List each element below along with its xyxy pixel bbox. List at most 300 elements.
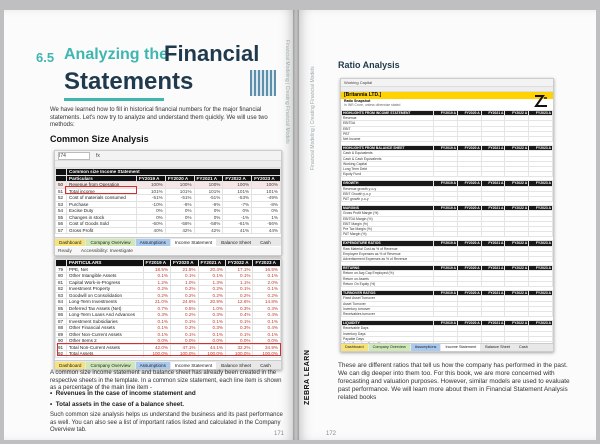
- row-label: Gross Profit: [67, 227, 137, 234]
- cell-value: 0.0%: [143, 338, 170, 345]
- year-header: FY2021 A: [481, 291, 505, 296]
- row-number: 52: [56, 195, 67, 202]
- cell-value: 1.2%: [143, 279, 170, 286]
- row-number: 80: [56, 273, 67, 280]
- cell-value: 0.1%: [226, 273, 253, 280]
- cell-value: 14.8%: [253, 299, 281, 306]
- cell-value: 0.2%: [171, 292, 198, 299]
- cell-value: 0.4%: [253, 325, 281, 332]
- row-number: 92: [56, 351, 67, 358]
- cell-value: 0.2%: [226, 292, 253, 299]
- cell-value: 100%: [165, 182, 194, 189]
- sheet-tab[interactable]: Income Statement: [171, 239, 216, 246]
- group-header-row: [342, 241, 553, 246]
- title-part-1: Analyzing the: [64, 46, 169, 63]
- sheet-tab[interactable]: Balance Sheet: [481, 344, 514, 351]
- cell-value: -51%: [194, 195, 223, 202]
- cell-value: 100%: [252, 182, 281, 189]
- table-row: [56, 286, 281, 293]
- row-number: 54: [56, 208, 67, 215]
- cell-value: 0.1%: [143, 273, 170, 280]
- year-header: FY2022 A: [505, 266, 529, 271]
- title-underline: [64, 98, 164, 101]
- ratio-paragraph: These are different ratios that tell us how the company has performed in the past. We can dig deeper into them too. For this book, we are more concerned with forecasting and valuation purposes. However, similar models are used to evaluate past performance. We will learn more about them in Financial Statement Analysis related books: [338, 362, 570, 401]
- table-row: [56, 292, 281, 299]
- ratio-label: Return on Avg Cap Employed (%): [342, 271, 434, 276]
- page-number-left: 171: [274, 431, 285, 437]
- common-size-income-table: [55, 168, 281, 234]
- table-row: [56, 273, 281, 280]
- ratio-label: Fixed Asset Turnover: [342, 296, 434, 301]
- row-number: 88: [56, 325, 67, 332]
- row-label: Cost of Goods Sold: [67, 221, 137, 228]
- row-number: 89: [56, 331, 67, 338]
- cell-value: 0.3%: [143, 312, 170, 319]
- column-header: FY2020 A: [171, 260, 198, 267]
- cell-value: 34.9%: [253, 344, 281, 351]
- ratio-label: Inventory turnover: [342, 306, 434, 311]
- sheet-tab[interactable]: Balance Sheet: [217, 362, 255, 369]
- ratio-label: PBT: [342, 131, 434, 136]
- cell-value: 0.3%: [198, 325, 225, 332]
- cell-value: 1%: [252, 214, 281, 221]
- ratio-label: Receivables turnover: [342, 311, 434, 316]
- cell-value: 100.0%: [198, 351, 225, 358]
- page-number-right: 172: [326, 431, 337, 437]
- common-size-heading: Common Size Analysis: [50, 134, 149, 144]
- year-header: FY2023 A: [529, 291, 553, 296]
- row-label: Goodwill on Consolidation: [66, 292, 143, 299]
- sheet-tab[interactable]: Cash: [256, 239, 275, 246]
- row-label: Purchase: [67, 201, 137, 208]
- group-title: HIGHLIGHTS FROM INCOME STATEMENT: [342, 111, 434, 116]
- sheet-tab[interactable]: Company Overview: [86, 362, 134, 369]
- ratio-label: EBITDA Margin (%): [342, 216, 434, 221]
- table-row: [56, 305, 281, 312]
- table-row: [56, 299, 281, 306]
- cell-value: 1.3%: [198, 279, 225, 286]
- cell-value: 0%: [194, 214, 223, 221]
- cell-value: -8%: [252, 201, 281, 208]
- row-label: Other Non-Current Assets: [66, 331, 143, 338]
- cell-value: 0.2%: [171, 325, 198, 332]
- table-row: [56, 279, 281, 286]
- cell-value: 0.2%: [143, 286, 170, 293]
- cell-value: 0.1%: [198, 331, 225, 338]
- sheet-title: Common size Income Statement: [67, 169, 281, 176]
- ratio-label: Receivable Days: [342, 326, 434, 331]
- ratio-label: EBITDA: [342, 121, 434, 126]
- name-box: I74: [58, 152, 90, 160]
- sheet-tab[interactable]: Cash: [515, 344, 532, 351]
- cell-value: 0.0%: [226, 338, 253, 345]
- cell-value: 0%: [165, 214, 194, 221]
- cell-value: 0.2%: [171, 312, 198, 319]
- row-number: 81: [56, 279, 67, 286]
- row-number: 82: [56, 286, 67, 293]
- column-header: FY2023 A: [252, 175, 281, 182]
- cell-value: 24.6%: [171, 299, 198, 306]
- cell-value: 0%: [136, 208, 165, 215]
- sheet-tab[interactable]: Balance Sheet: [217, 239, 255, 246]
- row-number: 85: [56, 305, 67, 312]
- title-part-3: Statements: [64, 68, 194, 95]
- cell-value: 101%: [223, 188, 252, 195]
- cell-value: 100%: [194, 182, 223, 189]
- units-note: In INR Crore, unless otherwise stated: [344, 103, 401, 107]
- column-header: FY2020 A: [165, 175, 194, 182]
- year-header: FY2021 A: [481, 146, 505, 151]
- ratio-label: Revenue: [342, 116, 434, 121]
- sheet-tabs: [55, 237, 281, 246]
- ratio-label: Inventory Days: [342, 331, 434, 336]
- year-header: FY2021 A: [481, 321, 505, 326]
- row-label: Total Non-Current Assets: [66, 344, 143, 351]
- row-label: Investment Subsidiaries: [66, 318, 143, 325]
- cell-value: 0.1%: [253, 273, 281, 280]
- side-label-right: Financial Modeling | Creating Financial Models: [310, 66, 316, 170]
- cell-value: -9%: [194, 201, 223, 208]
- row-number: 84: [56, 299, 67, 306]
- cell-value: 0.0%: [253, 338, 281, 345]
- group-title: EXPENDITURE RATIOS: [342, 241, 434, 246]
- cell-value: -56%: [252, 221, 281, 228]
- title-part-2: Financial: [164, 41, 260, 66]
- cell-value: 100.0%: [171, 351, 198, 358]
- year-header: FY2020 A: [458, 321, 482, 326]
- cell-value: 18.5%: [143, 266, 170, 273]
- row-label: PPE, Net: [66, 266, 143, 273]
- column-header: FY2019 A: [136, 175, 165, 182]
- cell-value: 0.3%: [226, 305, 253, 312]
- cell-value: 0.5%: [171, 305, 198, 312]
- year-header: FY2020 A: [458, 206, 482, 211]
- cell-value: 101%: [165, 188, 194, 195]
- column-header: FY2021 A: [194, 175, 223, 182]
- sheet-tab[interactable]: Income Statement: [171, 362, 216, 369]
- cell-value: 0%: [136, 214, 165, 221]
- year-header: FY2023 A: [529, 321, 553, 326]
- cell-value: 0%: [252, 208, 281, 215]
- ratio-label: Working Capital: [342, 161, 434, 166]
- year-header: FY2021 A: [481, 111, 505, 116]
- cell-value: -58%: [165, 221, 194, 228]
- cell-value: 40%: [136, 227, 165, 234]
- cell-value: 101%: [194, 188, 223, 195]
- row-number: 53: [56, 201, 67, 208]
- cell-value: 0.1%: [143, 331, 170, 338]
- summary-paragraph: Such common size analysis helps us understand the business and its past performance as well. You can also see a list of important ratios listed and calculated in the Company Overview tab.: [50, 412, 283, 433]
- cell-value: 0.1%: [226, 318, 253, 325]
- sheet-tab[interactable]: Income Statement: [441, 344, 480, 351]
- year-header: FY2022 A: [505, 241, 529, 246]
- row-label: Investment Property: [66, 286, 143, 293]
- cell-value: 21.5%: [171, 266, 198, 273]
- row-label: Other Intangible Assets: [66, 273, 143, 280]
- year-header: FY2022 A: [505, 206, 529, 211]
- ratio-label: EBIT Margin (%): [342, 221, 434, 226]
- year-header: FY2020 A: [458, 241, 482, 246]
- year-header: FY2019 A: [434, 111, 458, 116]
- group-header-row: [342, 291, 553, 296]
- cell-value: 0%: [165, 208, 194, 215]
- year-header: FY2022 A: [505, 291, 529, 296]
- sheet-tabs-right: [341, 343, 553, 351]
- row-label: Capital Work-in-Progress: [66, 279, 143, 286]
- row-label: Deferred Tax Assets (Net): [66, 305, 143, 312]
- year-header: FY2021 A: [481, 241, 505, 246]
- cell-value: 17.1%: [226, 266, 253, 273]
- table-row: [56, 325, 281, 332]
- column-header: PARTICULARS: [66, 260, 143, 267]
- cell-value: 100.0%: [253, 351, 281, 358]
- ratio-label: Net Income: [342, 137, 434, 142]
- table-row: [56, 227, 281, 234]
- intro-paragraph: We have learned how to fill in historical financial numbers for the major financial statements. Let's now try to analyze and understand them quickly. We will use two methods:: [50, 107, 268, 128]
- cell-value: 44.1%: [198, 344, 225, 351]
- cell-value: -10%: [136, 201, 165, 208]
- group-title: LIQUIDITY: [342, 321, 434, 326]
- sheet-tabs-2: [55, 360, 281, 369]
- year-header: FY2022 A: [505, 146, 529, 151]
- row-number: 55: [56, 214, 67, 221]
- cell-value: -53%: [223, 195, 252, 202]
- ratio-table: [341, 107, 553, 352]
- cell-value: 100%: [136, 182, 165, 189]
- column-header: FY2022 A: [223, 175, 252, 182]
- cell-value: 44%: [252, 227, 281, 234]
- cell-value: 0%: [223, 208, 252, 215]
- ratio-snapshot-screenshot: [340, 78, 554, 352]
- section-number: 6.5: [36, 50, 55, 65]
- ratio-label: PAT Margin (%): [342, 232, 434, 237]
- sheet-tab[interactable]: Dashboard: [55, 239, 85, 246]
- cell-value: 0.1%: [198, 318, 225, 325]
- balance-sheet-screenshot: [54, 258, 282, 370]
- cell-value: 0.1%: [143, 325, 170, 332]
- sheet-tab[interactable]: Cash: [256, 362, 275, 369]
- cell-value: 0.0%: [198, 338, 225, 345]
- income-statement-screenshot: I74 fx Common size Income Statement Particulars FY2019 A FY2020 A FY2021 A FY2022 A FY2023 A 50 Revenue from Operation 100% 100% 100% 100% 100% 51 Total income 101% 101% 101% 101% 101% 52 Cost of materials consumed -51% -51% -51% -53% -49% 53 Purchase -10% -8% -9% -7% -8% 54 Excise Duty 0% 0% 0% 0% 0% 55 Changes in stock 0% 0% 0% -1% 1% 56 Cost of Goods Sold -60% -58% -58% -61% -56% 57 Gross Profit 40% 42% 42% 41% 44% Dashboard Company Overview Assumptions Income Statement Balance Sheet Cash Ready Accessibility: Investigate: [54, 150, 282, 256]
- cell-value: 0.1%: [253, 318, 281, 325]
- ratio-label: Long Term Debt: [342, 167, 434, 172]
- cell-value: -58%: [194, 221, 223, 228]
- ratio-label: Cash & Equivalents: [342, 151, 434, 156]
- cell-value: 41%: [223, 227, 252, 234]
- group-title: RETURNS: [342, 266, 434, 271]
- year-header: FY2023 A: [529, 111, 553, 116]
- ratio-label: Equity Fund: [342, 172, 434, 177]
- cell-value: 0.3%: [253, 305, 281, 312]
- window-title: Working Capital: [344, 80, 373, 85]
- group-title: GROWTH: [342, 181, 434, 186]
- sheet-tab[interactable]: Assumptions: [411, 344, 441, 351]
- year-header: FY2020 A: [458, 181, 482, 186]
- bullet-revenue: • Revenues in the case of income statement and: [50, 390, 196, 397]
- cell-value: 0.3%: [198, 312, 225, 319]
- year-header: FY2019 A: [434, 146, 458, 151]
- common-size-paragraph: A common size income statement and balance sheet has already been created in the respective sheets in the template. In a common size statement, each line item is shown as a percentage of the main line item -: [50, 370, 282, 391]
- cell-value: 0.2%: [171, 286, 198, 293]
- ratio-label: EBIT: [342, 126, 434, 131]
- row-label: Changes in stock: [67, 214, 137, 221]
- cell-value: 0.2%: [143, 292, 170, 299]
- row-number: 87: [56, 318, 67, 325]
- row-label: Long-Term Loans And Advances: [66, 312, 143, 319]
- year-header: FY2020 A: [458, 291, 482, 296]
- ratio-label: Return on Assets: [342, 276, 434, 281]
- cell-value: 42%: [194, 227, 223, 234]
- sheet-tab[interactable]: Dashboard: [341, 344, 368, 351]
- table-row: [56, 312, 281, 319]
- cell-value: -7%: [223, 201, 252, 208]
- cell-value: 0.2%: [253, 292, 281, 299]
- ratio-label: Pre Tax Margin (%): [342, 227, 434, 232]
- cell-value: 0.1%: [226, 286, 253, 293]
- year-header: FY2022 A: [505, 321, 529, 326]
- open-book: [4, 10, 596, 442]
- cell-value: -51%: [165, 195, 194, 202]
- cell-value: 0.1%: [226, 331, 253, 338]
- cell-value: -51%: [136, 195, 165, 202]
- cell-value: 100.0%: [226, 351, 253, 358]
- cell-value: -61%: [223, 221, 252, 228]
- cell-value: 0%: [194, 208, 223, 215]
- qr-code-icon: [250, 70, 276, 96]
- row-label: Long-Term Investments: [66, 299, 143, 306]
- year-header: FY2019 A: [434, 321, 458, 326]
- year-header: FY2023 A: [529, 181, 553, 186]
- cell-value: 16.5%: [253, 266, 281, 273]
- highlight-box: [65, 186, 137, 194]
- cell-value: 21.0%: [143, 299, 170, 306]
- ratio-snapshot-label: Ratio Snapshot: [344, 99, 371, 103]
- sheet-tab[interactable]: Assumptions: [136, 362, 170, 369]
- row-label: Cost of materials consumed: [67, 195, 137, 202]
- cell-value: -1%: [223, 214, 252, 221]
- total-highlight-box: [57, 343, 281, 356]
- cell-value: 0.2%: [198, 292, 225, 299]
- cell-value: 100%: [223, 182, 252, 189]
- group-header-row: [342, 146, 553, 151]
- zebra-logo-icon: [533, 93, 549, 109]
- cell-value: 20.4%: [198, 266, 225, 273]
- cell-value: 101%: [136, 188, 165, 195]
- group-header-row: [342, 111, 553, 116]
- year-header: FY2023 A: [529, 266, 553, 271]
- year-header: FY2019 A: [434, 291, 458, 296]
- ratio-label: Revenue growth y-o-y: [342, 186, 434, 191]
- sheet-tab[interactable]: Dashboard: [55, 362, 85, 369]
- cell-value: 1.0%: [171, 279, 198, 286]
- ratio-label: Gross Profit Margin (%): [342, 211, 434, 216]
- side-label: Financial Modeling | Creating Financial Models: [284, 40, 290, 144]
- row-number: 90: [56, 338, 67, 345]
- row-number: 57: [56, 227, 67, 234]
- table-row: [56, 318, 281, 325]
- column-header: FY2019 A: [143, 260, 170, 267]
- year-header: FY2023 A: [529, 206, 553, 211]
- zebra-learn-logo: ZEBRA LEARN: [304, 349, 311, 405]
- cell-value: -49%: [252, 195, 281, 202]
- row-number: 91: [56, 344, 67, 351]
- cell-value: 101%: [252, 188, 281, 195]
- row-label: Excise Duty: [67, 208, 137, 215]
- year-header: FY2019 A: [434, 266, 458, 271]
- row-label: Other Items 2: [66, 338, 143, 345]
- cell-value: 42.0%: [143, 344, 170, 351]
- column-header: FY2023 A: [253, 260, 281, 267]
- year-header: FY2023 A: [529, 241, 553, 246]
- cell-value: -60%: [136, 221, 165, 228]
- cell-value: 0.4%: [253, 312, 281, 319]
- sheet-tab[interactable]: Company Overview: [86, 239, 134, 246]
- group-title: MARGINS: [342, 206, 434, 211]
- cell-value: 32.2%: [226, 344, 253, 351]
- row-number: 51: [56, 188, 67, 195]
- column-header: FY2022 A: [226, 260, 253, 267]
- group-title: TURNOVER RATIOS: [342, 291, 434, 296]
- cell-value: 42%: [165, 227, 194, 234]
- year-header: FY2019 A: [434, 206, 458, 211]
- year-header: FY2021 A: [481, 181, 505, 186]
- ratio-label: Asset Turnover: [342, 301, 434, 306]
- column-header: Particulars: [67, 175, 137, 182]
- year-header: FY2022 A: [505, 181, 529, 186]
- year-header: FY2019 A: [434, 241, 458, 246]
- year-header: FY2022 A: [505, 111, 529, 116]
- cell-value: 0.0%: [171, 338, 198, 345]
- row-number: 56: [56, 221, 67, 228]
- cell-value: 0.4%: [226, 312, 253, 319]
- table-row: [56, 331, 281, 338]
- row-label: Total income: [67, 188, 137, 195]
- right-page: [296, 10, 596, 440]
- year-header: FY2020 A: [458, 266, 482, 271]
- ratio-label: EBIT Growth y-o-y: [342, 191, 434, 196]
- status-ready: Ready: [58, 248, 72, 254]
- cell-value: 100.0%: [143, 351, 170, 358]
- year-header: FY2019 A: [434, 181, 458, 186]
- sheet-tab[interactable]: Company Overview: [369, 344, 410, 351]
- ratio-label: Return On Equity (%): [342, 281, 434, 286]
- year-header: FY2021 A: [481, 266, 505, 271]
- bullet-total-assets: • Total assets in the case of a balance sheet.: [50, 401, 185, 408]
- row-number: 50: [56, 182, 67, 189]
- ratio-analysis-heading: Ratio Analysis: [338, 60, 400, 70]
- cell-value: 0.1%: [171, 273, 198, 280]
- ratio-label: PAT growth y-o-y: [342, 197, 434, 202]
- book-spine: [293, 10, 299, 440]
- row-label: Other Financial Assets: [66, 325, 143, 332]
- cell-value: 20.9%: [198, 299, 225, 306]
- year-header: FY2023 A: [529, 146, 553, 151]
- company-name: [Britannia LTD.]: [341, 92, 553, 99]
- row-number: 83: [56, 292, 67, 299]
- sheet-tab[interactable]: Assumptions: [136, 239, 170, 246]
- cell-value: 47.1%: [171, 344, 198, 351]
- cell-value: 0.1%: [143, 318, 170, 325]
- ratio-label: Employee Expenses as % of Revenue: [342, 251, 434, 256]
- ratio-label: Advertisement Expenses as % of Revenue: [342, 257, 434, 262]
- cell-value: 0.3%: [226, 325, 253, 332]
- cell-value: 0.1%: [253, 331, 281, 338]
- row-number: 79: [56, 266, 67, 273]
- cell-value: 0.2%: [198, 286, 225, 293]
- cell-value: 0.7%: [143, 305, 170, 312]
- cell-value: 2.0%: [253, 279, 281, 286]
- row-label: Total Assets: [66, 351, 143, 358]
